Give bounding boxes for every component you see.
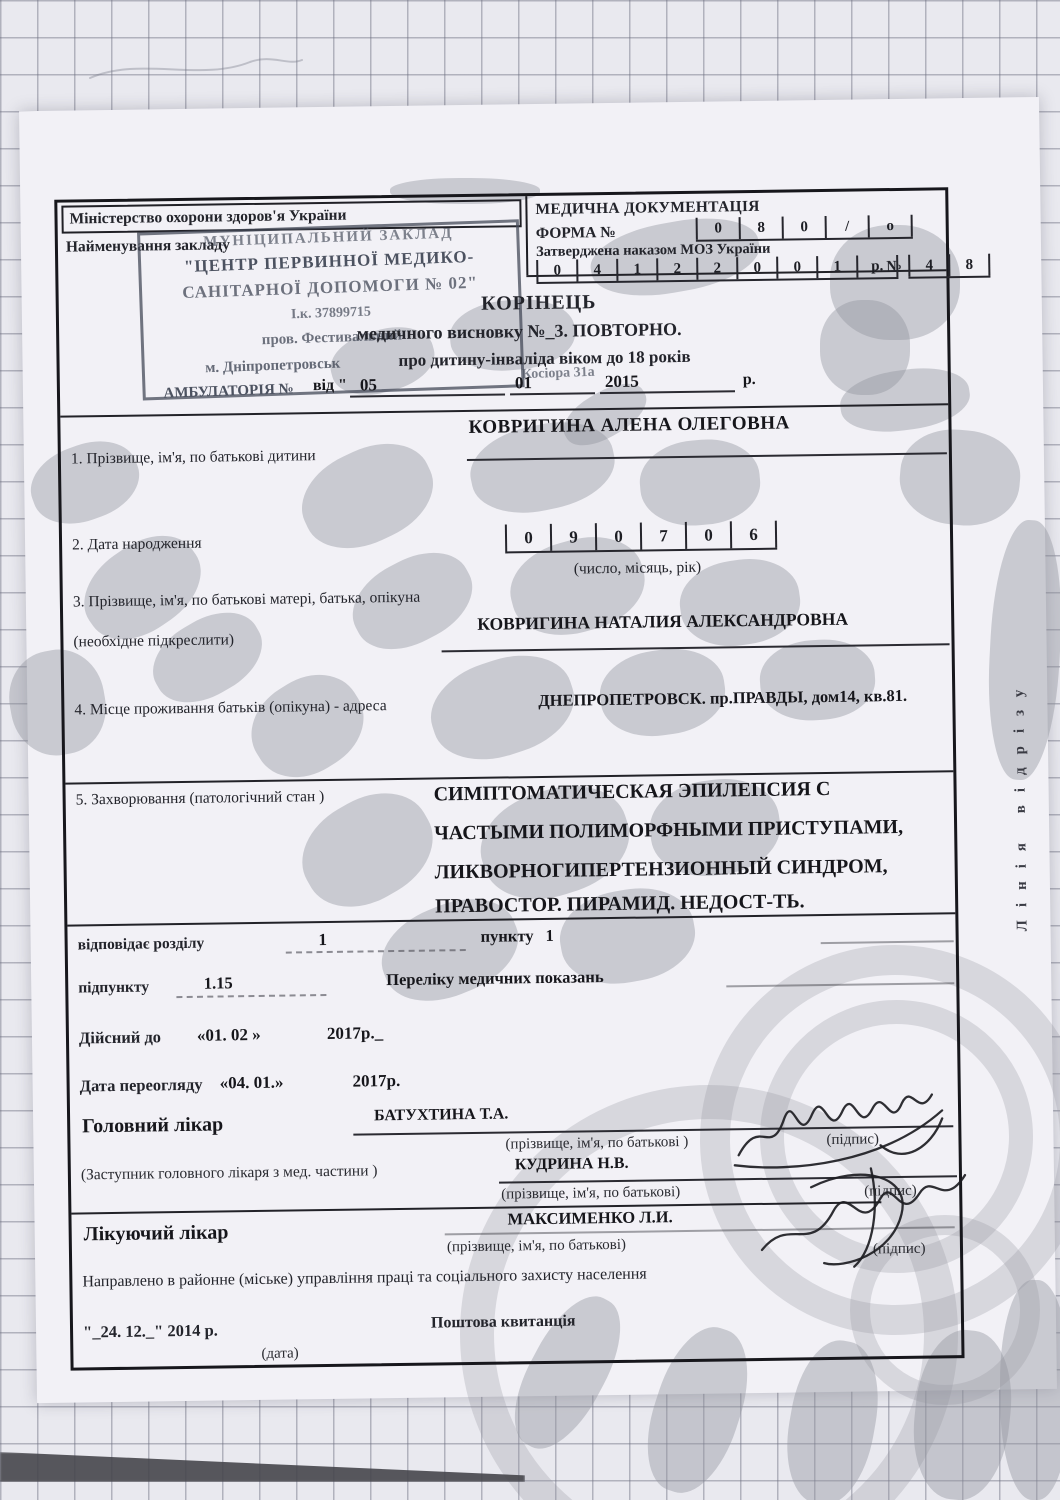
podpis-hint: (підпис) <box>872 1240 926 1258</box>
form-no-label: ФОРМА № <box>535 223 616 243</box>
form-cell: / <box>825 215 868 238</box>
form-cell: 4 <box>908 254 948 277</box>
attending-doctor-name: МАКСИМЕНКО Л.И. <box>507 1207 673 1229</box>
form-cell: 8 <box>739 217 782 240</box>
issue-date-day: 05 <box>359 375 378 395</box>
form-cell: 1 <box>616 258 656 281</box>
title-heading: КОРІНЕЦЬ <box>480 291 597 315</box>
stamp-line: АМБУЛАТОРІЯ № <box>163 381 294 402</box>
perelik-label: Переліку медичних показань <box>386 967 604 990</box>
ministry-label: Міністерство охорони здоров'я України <box>69 206 347 228</box>
fio-hint: (прізвище, ім'я, по батькові) <box>501 1184 681 1203</box>
parent-name-label: 3. Прізвище, ім'я, по батькові матері, батька, опікуна <box>72 588 421 611</box>
form-cell: 0 <box>505 524 550 552</box>
address-value: ДНЕПРОПЕТРОВСК. пр.ПРАВДЫ, дом14, кв.81. <box>538 685 908 711</box>
form-no-cells <box>696 215 913 242</box>
stamp-line: м. Дніпропетровськ <box>204 355 341 377</box>
form-cell: 0 <box>696 217 739 240</box>
form-cell: 0 <box>595 523 640 551</box>
form-cell: 6 <box>730 521 777 549</box>
issue-date-month: 01 <box>514 373 533 393</box>
signature-attending <box>751 1155 973 1273</box>
form-cell: 1 <box>816 256 856 279</box>
underline <box>467 452 947 461</box>
form-cell: 0 <box>782 216 825 239</box>
underline <box>442 643 950 652</box>
cut-line-label: Лінія відрізу <box>1011 676 1031 932</box>
address-label: 4. Місце проживання батьків (опікуна) - адреса <box>74 697 387 719</box>
razdel-label: відповідає розділу <box>77 934 205 954</box>
stamp-line: "ЦЕНТР ПЕРВИННОЇ МЕДИКО- <box>183 246 475 276</box>
razdel-value: 1 <box>318 929 328 950</box>
stamp-line: МУНІЦИПАЛЬНИЙ ЗАКЛАД <box>202 225 454 251</box>
title-line2: медичного висновку №_3. ПОВТОРНО. <box>356 318 682 344</box>
disease-label: 5. Захворювання (патологічний стан ) <box>75 788 325 809</box>
issue-date-prefix: від " <box>312 376 348 395</box>
deputy-label: (Заступник головного лікаря з мед. частини ) <box>80 1162 378 1184</box>
directed-line: Направлено в районне (міське) управління праці та соціального захисту населення <box>82 1265 647 1291</box>
disease-value-line: ПРАВОСТОР. ПИРАМИД. НЕДОСТ-ТЬ. <box>435 890 805 918</box>
form-cell: о <box>868 215 913 238</box>
child-name-label: 1. Прізвище, ім'я, по батькові дитини <box>70 447 316 468</box>
issue-date-year: 2015 <box>604 371 639 392</box>
underline <box>821 940 954 944</box>
valid-label: Дійсний до <box>78 1027 162 1048</box>
chief-doctor-name: БАТУХТИНА Т.А. <box>373 1105 509 1125</box>
stamp-line: Косіора 31а <box>521 364 595 383</box>
review-year: 2017р. <box>352 1070 401 1091</box>
med-doc-title: МЕДИЧНА ДОКУМЕНТАЦІЯ <box>535 197 760 219</box>
subpunkt-label: підпункту <box>78 978 150 997</box>
disease-value-line: СИМПТОМАТИЧЕСКАЯ ЭПИЛЕПСИЯ С <box>433 777 831 806</box>
fio-hint: (прізвище, ім'я, по батькові) <box>446 1236 627 1256</box>
approved-cells <box>536 255 898 284</box>
form-cell: 8 <box>948 254 990 277</box>
form-cell: 4 <box>576 259 616 282</box>
stamp-line: САНІТАРНОЇ ДОПОМОГИ № 02" <box>181 272 479 303</box>
podpis-hint: (підпис) <box>826 1131 880 1149</box>
punkt-label: пункту <box>480 926 534 946</box>
footer-date-hint: (дата) <box>261 1345 299 1362</box>
disease-value-line: ЛИКВОРНОГИПЕРТЕНЗИОННЫЙ СИНДРОМ, <box>434 855 888 884</box>
underline <box>510 392 595 395</box>
attending-doctor-label: Лікуючий лікар <box>83 1221 229 1246</box>
form-cell: 2 <box>656 258 696 281</box>
form-cell: 2 <box>696 257 736 280</box>
subpunkt-value: 1.15 <box>203 973 233 993</box>
valid-value: «01. 02 » <box>196 1024 261 1045</box>
parent-name-sublabel: (необхідне підкреслити) <box>73 631 235 651</box>
form-cell: р. <box>856 255 898 278</box>
deputy-name: КУДРИНА Н.В. <box>514 1154 629 1174</box>
review-label: Дата переогляду <box>79 1074 203 1096</box>
podpis-hint: (підпис) <box>864 1182 917 1200</box>
form-cell: 0 <box>736 257 776 280</box>
approved-label: Затверджена наказом МОЗ України <box>535 240 771 261</box>
form-cell: 0 <box>536 259 576 282</box>
disease-value-line: ЧАСТЫМИ ПОЛИМОРФНЫМИ ПРИСТУПАМИ, <box>434 815 904 845</box>
stamp-line: пров. Фестивальний <box>261 327 403 349</box>
review-value: «04. 01.» <box>219 1072 284 1093</box>
fio-hint: (прізвище, ім'я, по батькові ) <box>505 1133 689 1153</box>
form-cell: 7 <box>640 522 685 550</box>
postal-receipt-label: Поштова квитанція <box>430 1312 576 1332</box>
birth-date-cells <box>505 521 777 554</box>
issue-date-suffix: р. <box>742 370 756 389</box>
birth-date-hint: (число, місяць, рік) <box>573 558 702 578</box>
form-cell: 0 <box>776 256 816 279</box>
chief-doctor-label: Головний лікар <box>82 1113 224 1138</box>
valid-year: 2017р._ <box>326 1023 384 1044</box>
header-divider-v <box>525 196 528 275</box>
doc-no-label: № <box>886 257 902 276</box>
stamp-line: І.к. 37899715 <box>290 304 372 323</box>
underline-dashed <box>176 994 326 998</box>
footer-date-value: "_24. 12._" 2014 р. <box>82 1320 218 1342</box>
form-cell: 9 <box>550 523 595 551</box>
birth-date-label: 2. Дата народження <box>71 534 202 554</box>
title-line3: про дитину-інваліда віком до 18 років <box>398 346 691 370</box>
punkt-value: 1 <box>545 925 554 945</box>
child-name-value: КОВРИГИНА АЛЕНА ОЛЕГОВНА <box>468 412 790 438</box>
form-box <box>54 187 974 1370</box>
doc-no-cells <box>908 254 990 279</box>
facility-label: Найменування закладу <box>65 236 231 256</box>
parent-name-value: КОВРИГИНА НАТАЛИЯ АЛЕКСАНДРОВНА <box>477 608 849 634</box>
underline <box>726 982 954 987</box>
form-cell: 0 <box>685 521 730 549</box>
